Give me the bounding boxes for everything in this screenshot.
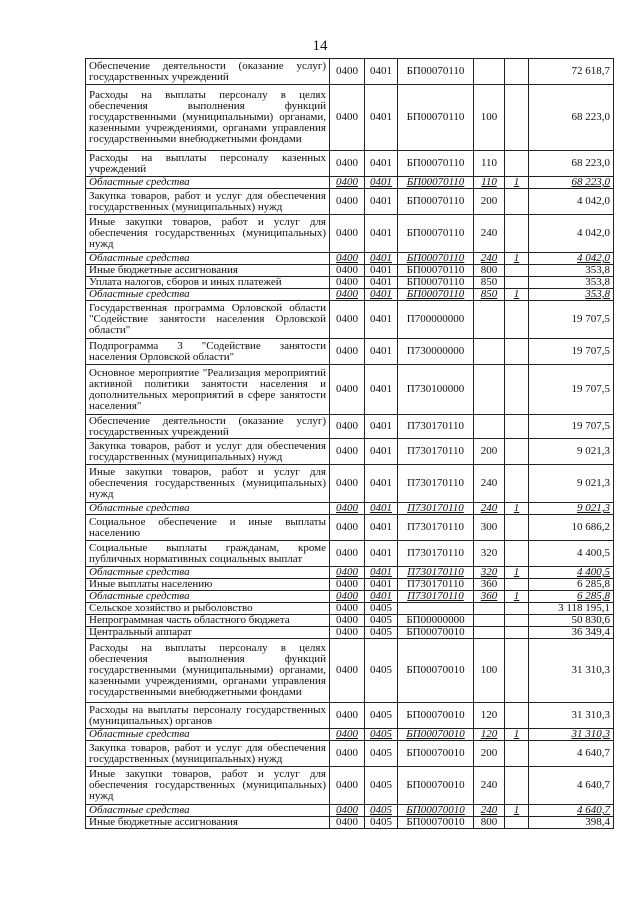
target-article-cell: БП00070010	[398, 639, 474, 703]
expense-type-cell	[474, 339, 505, 365]
amount-cell: 19 707,5	[529, 301, 614, 339]
section-code-cell: 0400	[330, 615, 365, 627]
section-code-cell: 0400	[330, 639, 365, 703]
amount-cell: 31 310,3	[529, 639, 614, 703]
funding-source-cell	[505, 603, 529, 615]
subsection-code-cell: 0405	[365, 805, 398, 817]
amount-cell: 36 349,4	[529, 627, 614, 639]
row-name-cell: Закупка товаров, работ и услуг для обеспечения государственных (муниципальных) нужд	[86, 741, 330, 767]
target-article-cell: П730170110	[398, 567, 474, 579]
table-row	[86, 767, 614, 805]
section-code-cell: 0400	[330, 439, 365, 465]
table-row	[86, 277, 614, 289]
section-code-cell: 0400	[330, 177, 365, 189]
expense-type-cell	[474, 603, 505, 615]
funding-source-cell	[505, 439, 529, 465]
subsection-code-cell: 0401	[365, 253, 398, 265]
section-code-cell: 0400	[330, 703, 365, 729]
subsection-code-cell: 0401	[365, 339, 398, 365]
row-name-cell: Областные средства	[86, 289, 330, 301]
target-article-cell: П730170110	[398, 465, 474, 503]
section-code-cell: 0400	[330, 729, 365, 741]
expense-type-cell: 320	[474, 567, 505, 579]
amount-cell: 9 021,3	[529, 465, 614, 503]
amount-cell: 353,8	[529, 289, 614, 301]
subsection-code-cell: 0405	[365, 615, 398, 627]
expense-type-cell: 200	[474, 741, 505, 767]
regional-funds-row	[86, 289, 614, 301]
row-name-cell: Сельское хозяйство и рыболовство	[86, 603, 330, 615]
section-code-cell: 0400	[330, 85, 365, 151]
row-name-cell: Непрограммная часть областного бюджета	[86, 615, 330, 627]
subsection-code-cell: 0405	[365, 703, 398, 729]
table-row	[86, 465, 614, 503]
amount-cell: 4 042,0	[529, 253, 614, 265]
subsection-code-cell: 0401	[365, 189, 398, 215]
section-code-cell: 0400	[330, 365, 365, 415]
funding-source-cell: 1	[505, 729, 529, 741]
expense-type-cell: 100	[474, 85, 505, 151]
expense-type-cell: 200	[474, 189, 505, 215]
expense-type-cell: 240	[474, 253, 505, 265]
expense-type-cell: 240	[474, 767, 505, 805]
amount-cell: 398,4	[529, 817, 614, 829]
subsection-code-cell: 0401	[365, 579, 398, 591]
section-code-cell: 0400	[330, 767, 365, 805]
subsection-code-cell: 0405	[365, 741, 398, 767]
amount-cell: 68 223,0	[529, 85, 614, 151]
row-name-cell: Расходы на выплаты персоналу государственных (муниципальных) органов	[86, 703, 330, 729]
funding-source-cell: 1	[505, 805, 529, 817]
table-row	[86, 541, 614, 567]
table-row	[86, 215, 614, 253]
target-article-cell: БП00070010	[398, 729, 474, 741]
funding-source-cell	[505, 301, 529, 339]
subsection-code-cell: 0401	[365, 85, 398, 151]
expense-type-cell: 300	[474, 515, 505, 541]
table-row	[86, 603, 614, 615]
target-article-cell: П730170110	[398, 503, 474, 515]
subsection-code-cell: 0405	[365, 627, 398, 639]
table-row	[86, 615, 614, 627]
funding-source-cell	[505, 767, 529, 805]
subsection-code-cell: 0405	[365, 817, 398, 829]
subsection-code-cell: 0405	[365, 639, 398, 703]
row-name-cell: Закупка товаров, работ и услуг для обеспечения государственных (муниципальных) нужд	[86, 439, 330, 465]
target-article-cell: БП00070110	[398, 215, 474, 253]
amount-cell: 353,8	[529, 265, 614, 277]
section-code-cell: 0400	[330, 253, 365, 265]
target-article-cell: П700000000	[398, 301, 474, 339]
row-name-cell: Расходы на выплаты персоналу казенных учреждений	[86, 151, 330, 177]
amount-cell: 19 707,5	[529, 415, 614, 439]
target-article-cell: БП00070010	[398, 805, 474, 817]
target-article-cell: П730170110	[398, 579, 474, 591]
row-name-cell: Обеспечение деятельности (оказание услуг) государственных учреждений	[86, 415, 330, 439]
row-name-cell: Государственная программа Орловской области "Содействие занятости населения Орловской области"	[86, 301, 330, 339]
row-name-cell: Областные средства	[86, 567, 330, 579]
regional-funds-row	[86, 253, 614, 265]
section-code-cell: 0400	[330, 289, 365, 301]
target-article-cell: БП00070010	[398, 817, 474, 829]
amount-cell: 4 640,7	[529, 767, 614, 805]
funding-source-cell	[505, 515, 529, 541]
expense-type-cell	[474, 301, 505, 339]
table-row	[86, 627, 614, 639]
subsection-code-cell: 0401	[365, 515, 398, 541]
section-code-cell: 0400	[330, 627, 365, 639]
section-code-cell: 0400	[330, 301, 365, 339]
amount-cell: 9 021,3	[529, 503, 614, 515]
subsection-code-cell: 0401	[365, 503, 398, 515]
expense-type-cell: 200	[474, 439, 505, 465]
row-name-cell: Социальные выплаты гражданам, кроме публичных нормативных социальных выплат	[86, 541, 330, 567]
target-article-cell: БП00070110	[398, 265, 474, 277]
amount-cell: 72 618,7	[529, 59, 614, 85]
row-name-cell: Иные бюджетные ассигнования	[86, 265, 330, 277]
target-article-cell: П730170110	[398, 439, 474, 465]
target-article-cell: П730100000	[398, 365, 474, 415]
funding-source-cell	[505, 365, 529, 415]
subsection-code-cell: 0401	[365, 215, 398, 253]
target-article-cell: П730170110	[398, 591, 474, 603]
funding-source-cell: 1	[505, 503, 529, 515]
row-name-cell: Областные средства	[86, 591, 330, 603]
subsection-code-cell: 0401	[365, 541, 398, 567]
row-name-cell: Областные средства	[86, 177, 330, 189]
amount-cell: 353,8	[529, 277, 614, 289]
amount-cell: 50 830,6	[529, 615, 614, 627]
funding-source-cell	[505, 151, 529, 177]
expense-type-cell	[474, 365, 505, 415]
regional-funds-row	[86, 503, 614, 515]
table-row	[86, 579, 614, 591]
table-row	[86, 339, 614, 365]
section-code-cell: 0400	[330, 541, 365, 567]
target-article-cell: П730170110	[398, 415, 474, 439]
subsection-code-cell: 0405	[365, 603, 398, 615]
funding-source-cell	[505, 59, 529, 85]
section-code-cell: 0400	[330, 515, 365, 541]
regional-funds-row	[86, 591, 614, 603]
table-row	[86, 741, 614, 767]
table-row	[86, 85, 614, 151]
amount-cell: 4 400,5	[529, 567, 614, 579]
row-name-cell: Обеспечение деятельности (оказание услуг) государственных учреждений	[86, 59, 330, 85]
funding-source-cell	[505, 615, 529, 627]
funding-source-cell: 1	[505, 177, 529, 189]
expense-type-cell: 100	[474, 639, 505, 703]
section-code-cell: 0400	[330, 591, 365, 603]
subsection-code-cell: 0401	[365, 265, 398, 277]
regional-funds-row	[86, 729, 614, 741]
table-row	[86, 639, 614, 703]
funding-source-cell: 1	[505, 253, 529, 265]
subsection-code-cell: 0401	[365, 591, 398, 603]
row-name-cell: Центральный аппарат	[86, 627, 330, 639]
section-code-cell: 0400	[330, 189, 365, 215]
row-name-cell: Расходы на выплаты персоналу в целях обеспечения выполнения функций государственными (муниципальными) органами, казенными учреждениями, органами управления государственными внебюджетными фондами	[86, 85, 330, 151]
budget-table-body	[86, 59, 614, 829]
row-name-cell: Иные закупки товаров, работ и услуг для обеспечения государственных (муниципальных) нужд	[86, 767, 330, 805]
section-code-cell: 0400	[330, 805, 365, 817]
section-code-cell: 0400	[330, 503, 365, 515]
section-code-cell: 0400	[330, 151, 365, 177]
page-number: 14	[312, 38, 328, 54]
table-row	[86, 151, 614, 177]
table-row	[86, 365, 614, 415]
subsection-code-cell: 0405	[365, 767, 398, 805]
funding-source-cell	[505, 579, 529, 591]
funding-source-cell	[505, 817, 529, 829]
target-article-cell: БП00070110	[398, 253, 474, 265]
amount-cell: 31 310,3	[529, 703, 614, 729]
expense-type-cell	[474, 615, 505, 627]
funding-source-cell	[505, 703, 529, 729]
section-code-cell: 0400	[330, 265, 365, 277]
table-row	[86, 415, 614, 439]
row-name-cell: Областные средства	[86, 805, 330, 817]
funding-source-cell: 1	[505, 567, 529, 579]
target-article-cell: П730170110	[398, 541, 474, 567]
section-code-cell: 0400	[330, 339, 365, 365]
funding-source-cell: 1	[505, 591, 529, 603]
amount-cell: 6 285,8	[529, 591, 614, 603]
amount-cell: 9 021,3	[529, 439, 614, 465]
target-article-cell: БП00070010	[398, 767, 474, 805]
expense-type-cell	[474, 415, 505, 439]
subsection-code-cell: 0401	[365, 301, 398, 339]
row-name-cell: Социальное обеспечение и иные выплаты населению	[86, 515, 330, 541]
subsection-code-cell: 0401	[365, 151, 398, 177]
target-article-cell: БП00070110	[398, 59, 474, 85]
target-article-cell: БП00070110	[398, 177, 474, 189]
funding-source-cell	[505, 339, 529, 365]
funding-source-cell	[505, 541, 529, 567]
target-article-cell: БП00070110	[398, 189, 474, 215]
expense-type-cell	[474, 59, 505, 85]
amount-cell: 31 310,3	[529, 729, 614, 741]
expense-type-cell: 800	[474, 265, 505, 277]
target-article-cell: П730000000	[398, 339, 474, 365]
amount-cell: 4 042,0	[529, 215, 614, 253]
subsection-code-cell: 0405	[365, 729, 398, 741]
target-article-cell: БП00070110	[398, 289, 474, 301]
amount-cell: 4 042,0	[529, 189, 614, 215]
expense-type-cell: 360	[474, 579, 505, 591]
funding-source-cell	[505, 189, 529, 215]
funding-source-cell	[505, 465, 529, 503]
table-row	[86, 439, 614, 465]
expense-type-cell: 850	[474, 289, 505, 301]
amount-cell: 3 118 195,1	[529, 603, 614, 615]
regional-funds-row	[86, 177, 614, 189]
target-article-cell: БП00070110	[398, 151, 474, 177]
funding-source-cell	[505, 741, 529, 767]
row-name-cell: Закупка товаров, работ и услуг для обеспечения государственных (муниципальных) нужд	[86, 189, 330, 215]
expense-type-cell: 850	[474, 277, 505, 289]
table-row	[86, 189, 614, 215]
row-name-cell: Иные закупки товаров, работ и услуг для обеспечения государственных (муниципальных) нужд	[86, 215, 330, 253]
table-row	[86, 817, 614, 829]
section-code-cell: 0400	[330, 741, 365, 767]
row-name-cell: Расходы на выплаты персоналу в целях обеспечения выполнения функций государственными (муниципальными) органами, казенными учреждениями, органами управления государственными внебюджетными фондами	[86, 639, 330, 703]
section-code-cell: 0400	[330, 817, 365, 829]
amount-cell: 6 285,8	[529, 579, 614, 591]
section-code-cell: 0400	[330, 215, 365, 253]
expense-type-cell: 240	[474, 503, 505, 515]
budget-table	[85, 58, 614, 829]
expense-type-cell: 240	[474, 465, 505, 503]
target-article-cell: БП00070110	[398, 277, 474, 289]
row-name-cell: Основное мероприятие "Реализация мероприятий активной политики занятости населения и дополнительных мероприятий в сфере занятости населения"	[86, 365, 330, 415]
funding-source-cell	[505, 639, 529, 703]
expense-type-cell: 110	[474, 151, 505, 177]
expense-type-cell: 360	[474, 591, 505, 603]
target-article-cell: БП00070010	[398, 703, 474, 729]
section-code-cell: 0400	[330, 465, 365, 503]
expense-type-cell: 120	[474, 729, 505, 741]
funding-source-cell	[505, 277, 529, 289]
table-row	[86, 301, 614, 339]
target-article-cell: БП00070010	[398, 741, 474, 767]
regional-funds-row	[86, 805, 614, 817]
section-code-cell: 0400	[330, 603, 365, 615]
expense-type-cell: 120	[474, 703, 505, 729]
row-name-cell: Иные закупки товаров, работ и услуг для обеспечения государственных (муниципальных) нужд	[86, 465, 330, 503]
subsection-code-cell: 0401	[365, 365, 398, 415]
expense-type-cell: 240	[474, 805, 505, 817]
funding-source-cell	[505, 85, 529, 151]
subsection-code-cell: 0401	[365, 59, 398, 85]
amount-cell: 68 223,0	[529, 151, 614, 177]
target-article-cell	[398, 603, 474, 615]
subsection-code-cell: 0401	[365, 465, 398, 503]
subsection-code-cell: 0401	[365, 567, 398, 579]
table-row	[86, 703, 614, 729]
subsection-code-cell: 0401	[365, 439, 398, 465]
section-code-cell: 0400	[330, 579, 365, 591]
funding-source-cell: 1	[505, 289, 529, 301]
amount-cell: 4 640,7	[529, 741, 614, 767]
subsection-code-cell: 0401	[365, 177, 398, 189]
row-name-cell: Иные бюджетные ассигнования	[86, 817, 330, 829]
funding-source-cell	[505, 415, 529, 439]
expense-type-cell	[474, 627, 505, 639]
target-article-cell: БП00070110	[398, 85, 474, 151]
funding-source-cell	[505, 627, 529, 639]
expense-type-cell: 800	[474, 817, 505, 829]
section-code-cell: 0400	[330, 277, 365, 289]
section-code-cell: 0400	[330, 59, 365, 85]
table-row	[86, 265, 614, 277]
target-article-cell: БП00070010	[398, 627, 474, 639]
amount-cell: 68 223,0	[529, 177, 614, 189]
row-name-cell: Областные средства	[86, 729, 330, 741]
table-row	[86, 515, 614, 541]
target-article-cell: БП00000000	[398, 615, 474, 627]
expense-type-cell: 320	[474, 541, 505, 567]
expense-type-cell: 110	[474, 177, 505, 189]
section-code-cell: 0400	[330, 567, 365, 579]
amount-cell: 19 707,5	[529, 339, 614, 365]
subsection-code-cell: 0401	[365, 289, 398, 301]
target-article-cell: П730170110	[398, 515, 474, 541]
regional-funds-row	[86, 567, 614, 579]
amount-cell: 19 707,5	[529, 365, 614, 415]
row-name-cell: Иные выплаты населению	[86, 579, 330, 591]
funding-source-cell	[505, 265, 529, 277]
table-row	[86, 59, 614, 85]
row-name-cell: Подпрограмма 3 "Содействие занятости населения Орловской области"	[86, 339, 330, 365]
amount-cell: 4 640,7	[529, 805, 614, 817]
section-code-cell: 0400	[330, 415, 365, 439]
row-name-cell: Областные средства	[86, 253, 330, 265]
subsection-code-cell: 0401	[365, 277, 398, 289]
row-name-cell: Уплата налогов, сборов и иных платежей	[86, 277, 330, 289]
amount-cell: 10 686,2	[529, 515, 614, 541]
amount-cell: 4 400,5	[529, 541, 614, 567]
expense-type-cell: 240	[474, 215, 505, 253]
funding-source-cell	[505, 215, 529, 253]
subsection-code-cell: 0401	[365, 415, 398, 439]
row-name-cell: Областные средства	[86, 503, 330, 515]
